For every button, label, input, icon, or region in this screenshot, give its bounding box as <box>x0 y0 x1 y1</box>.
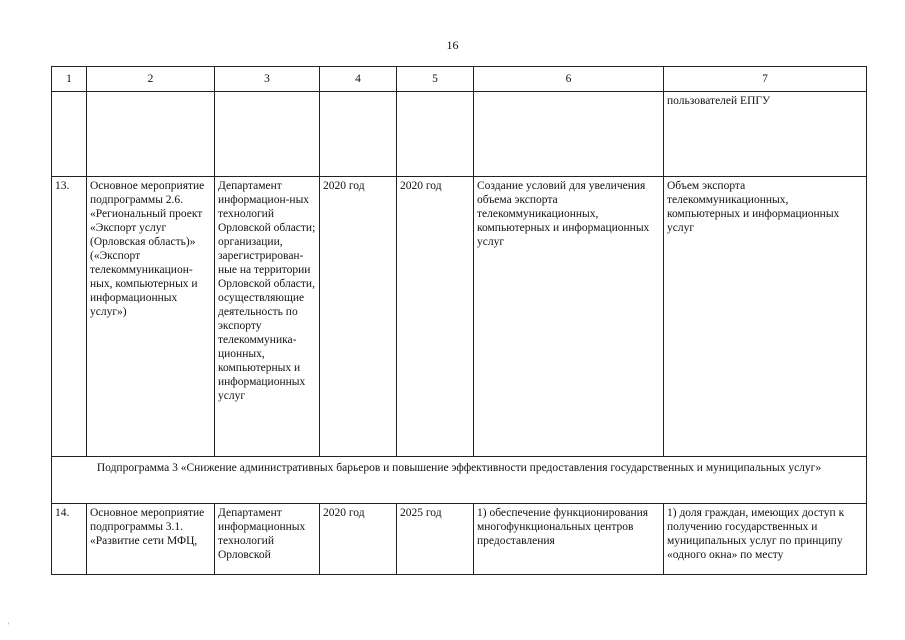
subprogram-title: Подпрограмма 3 «Снижение административных барьеров и повышение эффективности предоставления государственных и муниципальных услуг» <box>52 457 867 504</box>
table-row-13 <box>52 177 867 457</box>
cell-indicator: пользователей ЕПГУ <box>664 92 867 177</box>
column-header-6: 6 <box>474 67 664 92</box>
column-header-7: 7 <box>664 67 867 92</box>
cell-event: Основное мероприятие подпрограммы 2.6. «Региональный проект «Экспорт услуг (Орловская область)» («Экспорт телекоммуникацион-ных, компьютерных и информационных услуг») <box>87 177 215 457</box>
page-number: 16 <box>446 38 459 52</box>
cell-executor: Департамент информацион-ных технологий Орловской области; организации, зарегистрирован-ные на территории Орловской области, осуществляющие деятельность по экспорту телекоммуника-ционных, компьютерных и информационных услуг <box>215 177 320 457</box>
cell-empty <box>320 92 397 177</box>
cell-empty <box>52 92 87 177</box>
table-row-14 <box>52 504 867 575</box>
subprogram-row <box>52 457 867 504</box>
cell-start-year: 2020 год <box>320 177 397 457</box>
program-table <box>51 66 867 575</box>
column-header-5: 5 <box>397 67 474 92</box>
table-header-row <box>52 67 867 92</box>
cell-empty <box>87 92 215 177</box>
cell-executor: Департамент информационных технологий Орловской <box>215 504 320 575</box>
cell-end-year: 2020 год <box>397 177 474 457</box>
cell-end-year: 2025 год <box>397 504 474 575</box>
cell-result: 1) обеспечение функционирования многофункциональных центров предоставления <box>474 504 664 575</box>
column-header-1: 1 <box>52 67 87 92</box>
cell-empty <box>474 92 664 177</box>
column-header-4: 4 <box>320 67 397 92</box>
cell-number: 14. <box>52 504 87 575</box>
cell-number: 13. <box>52 177 87 457</box>
cell-event: Основное мероприятие подпрограммы 3.1. «Развитие сети МФЦ, <box>87 504 215 575</box>
table-row-continuation <box>52 92 867 177</box>
scan-mark: ʾ <box>7 622 10 631</box>
cell-start-year: 2020 год <box>320 504 397 575</box>
cell-result: Создание условий для увеличения объема экспорта телекоммуникационных, компьютерных и информационных услуг <box>474 177 664 457</box>
column-header-2: 2 <box>87 67 215 92</box>
column-header-3: 3 <box>215 67 320 92</box>
cell-empty <box>215 92 320 177</box>
cell-indicator: Объем экспорта телекоммуникационных, компьютерных и информационных услуг <box>664 177 867 457</box>
cell-empty <box>397 92 474 177</box>
cell-indicator: 1) доля граждан, имеющих доступ к получению государственных и муниципальных услуг по принципу «одного окна» по месту <box>664 504 867 575</box>
